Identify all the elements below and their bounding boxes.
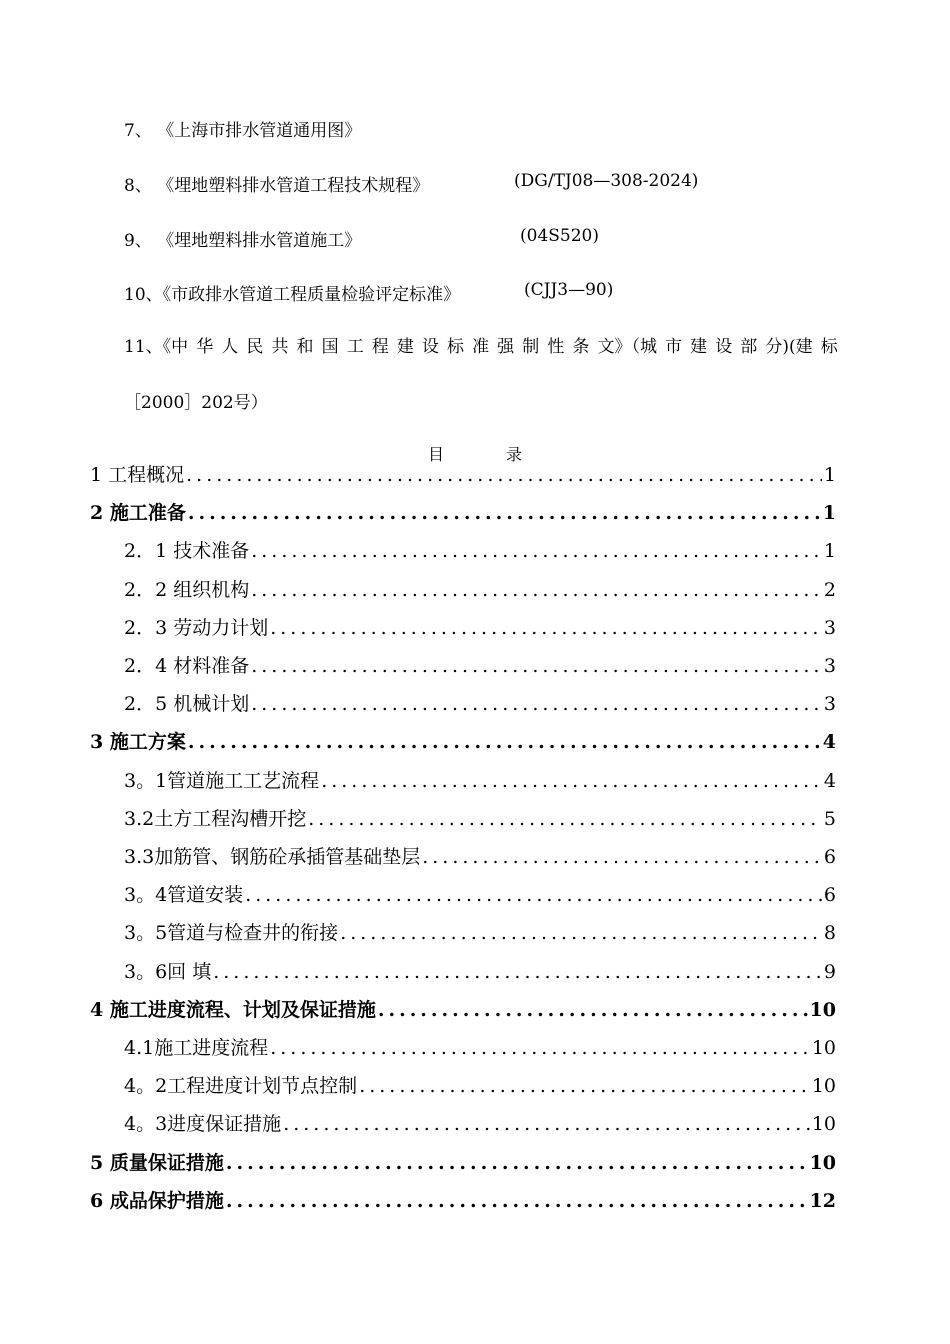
toc-heading-right: 录 — [506, 445, 523, 464]
toc-entry-label: 3。5管道与检查井的衔接 — [124, 922, 339, 944]
reference-7 — [124, 116, 361, 141]
toc-leader-dots — [213, 957, 822, 987]
toc-entry-label: 3 施工方案 — [90, 731, 186, 753]
reference-11-char: 部 — [740, 337, 758, 357]
toc-entry-label: 4 施工进度流程、计划及保证措施 — [90, 999, 376, 1021]
toc-leader-dots — [422, 842, 822, 872]
reference-11-char: 共 — [271, 337, 289, 357]
toc-entry-label: 3.2土方工程沟槽开挖 — [124, 808, 307, 830]
toc-leader-dots — [378, 995, 808, 1025]
toc-leader-dots — [340, 918, 822, 948]
toc-entry-label: 6 成品保护措施 — [90, 1190, 224, 1212]
reference-11-char: 工 — [346, 337, 364, 357]
reference-code: (DG/TJ08—308-2024) — [514, 171, 699, 191]
reference-11-char: 建 — [396, 337, 414, 357]
reference-8 — [124, 171, 699, 196]
toc-entry-page: 5 — [823, 808, 836, 830]
toc-entry-page: 10 — [809, 999, 836, 1021]
toc-leader-dots — [251, 575, 822, 605]
toc-entry[interactable] — [124, 689, 836, 719]
reference-label: 10、《市政排水管道工程质量检验评定标准》 — [124, 285, 461, 305]
toc-entry-page: 3 — [823, 693, 836, 715]
toc-leader-dots — [359, 1071, 810, 1101]
reference-11-char: 标 — [820, 337, 838, 357]
toc-entry-page: 2 — [823, 579, 836, 601]
toc-leader-dots — [270, 1033, 810, 1063]
reference-code: (CJJ3—90) — [524, 280, 614, 300]
toc-leader-dots — [251, 536, 822, 566]
toc-entry-page: 3 — [823, 617, 836, 639]
toc-leader-dots — [321, 766, 822, 796]
toc-heading-left: 目 — [427, 445, 444, 464]
toc-entry[interactable] — [124, 1033, 836, 1063]
reference-11-char: 设 — [715, 337, 733, 357]
toc-entry-label: 2 施工准备 — [90, 502, 186, 524]
toc-entry-label: 3。6回 填 — [124, 961, 212, 983]
reference-11-char: 程 — [371, 337, 389, 357]
reference-11-char: 文》（城 — [597, 337, 657, 357]
reference-11-char: 强 — [497, 337, 515, 357]
toc-entry-label: 1 工程概况 — [90, 464, 185, 486]
toc-leader-dots — [251, 651, 822, 681]
toc-entry-label: 2．4 材料准备 — [124, 655, 250, 677]
toc-entry-page: 1 — [823, 464, 836, 486]
toc-entry-label: 5 质量保证措施 — [90, 1152, 224, 1174]
toc-leader-dots — [188, 498, 821, 528]
toc-entry-page: 10 — [811, 1113, 836, 1135]
toc-entry-page: 4 — [823, 770, 836, 792]
reference-code: (04S520) — [520, 226, 599, 246]
reference-11-char: 条 — [572, 337, 590, 357]
toc-entry-page: 3 — [823, 655, 836, 677]
toc-leader-dots — [270, 613, 822, 643]
reference-label: 9、 《埋地塑料排水管道施工》 — [124, 231, 362, 251]
toc-leader-dots — [226, 1148, 808, 1178]
toc-entry-page: 10 — [811, 1037, 836, 1059]
toc-leader-dots — [308, 804, 822, 834]
reference-11-char: 11、《中 — [124, 337, 189, 357]
toc-entry-label: 3.3加筋管、钢筋砼承插管基础垫层 — [124, 846, 421, 868]
reference-11-char: 设 — [421, 337, 439, 357]
toc-entry[interactable] — [124, 880, 836, 910]
reference-11-continuation: ［2000］202号） — [124, 393, 268, 413]
toc-entry-page: 12 — [809, 1190, 836, 1212]
toc-entry-page: 4 — [822, 731, 836, 753]
toc-entry[interactable] — [124, 957, 836, 987]
reference-11-char: 准 — [472, 337, 490, 357]
reference-11-char: 分)(建 — [765, 337, 813, 357]
toc-entry-label: 2．1 技术准备 — [124, 540, 250, 562]
toc-entry[interactable] — [124, 842, 836, 872]
toc-entry[interactable] — [90, 1148, 836, 1178]
toc-entry[interactable] — [124, 536, 836, 566]
reference-11-char: 建 — [690, 337, 708, 357]
toc-entry-page: 8 — [823, 922, 836, 944]
toc-entry-label: 2．2 组织机构 — [124, 579, 250, 601]
toc-leader-dots — [283, 1109, 810, 1139]
reference-11-char: 华 — [196, 337, 214, 357]
toc-entry-label: 2．3 劳动力计划 — [124, 617, 269, 639]
toc-entry-page: 6 — [823, 846, 836, 868]
toc-entry-page: 10 — [809, 1152, 836, 1174]
toc-entry-label: 3。1管道施工工艺流程 — [124, 770, 320, 792]
reference-11-char: 制 — [522, 337, 540, 357]
reference-11-char: 性 — [547, 337, 565, 357]
reference-9 — [124, 226, 599, 251]
reference-11-char: 和 — [296, 337, 314, 357]
toc-entry[interactable] — [124, 1109, 836, 1139]
toc-entry-page: 6 — [823, 884, 836, 906]
toc-entry[interactable] — [124, 804, 836, 834]
reference-11-char: 民 — [246, 337, 264, 357]
toc-entry[interactable] — [90, 727, 836, 757]
toc-entry[interactable] — [124, 766, 836, 796]
reference-11-char: 人 — [221, 337, 239, 357]
toc-entry-label: 3。4管道安装 — [124, 884, 244, 906]
toc-leader-dots — [226, 1186, 808, 1216]
toc-entry-page: 1 — [822, 502, 836, 524]
reference-10 — [124, 280, 614, 305]
toc-leader-dots — [245, 880, 822, 910]
toc-leader-dots — [186, 460, 822, 490]
toc-entry[interactable] — [124, 613, 836, 643]
toc-entry[interactable] — [90, 995, 836, 1025]
toc-entry[interactable] — [124, 651, 836, 681]
toc-entry[interactable] — [124, 575, 836, 605]
toc-leader-dots — [188, 727, 821, 757]
reference-11-char: 市 — [665, 337, 683, 357]
reference-label: 7、 《上海市排水管道通用图》 — [124, 121, 362, 141]
toc-entry-label: 4。3进度保证措施 — [124, 1113, 282, 1135]
reference-11-char: 国 — [321, 337, 339, 357]
toc-entry-label: 2．5 机械计划 — [124, 693, 250, 715]
toc-entry-label: 4.1施工进度流程 — [124, 1037, 269, 1059]
toc-entry[interactable] — [90, 1186, 836, 1216]
toc-entry-page: 10 — [811, 1075, 836, 1097]
toc-entry[interactable] — [90, 498, 836, 528]
toc-entry[interactable] — [124, 1071, 836, 1101]
toc-entry-page: 1 — [823, 540, 836, 562]
toc-leader-dots — [251, 689, 822, 719]
toc-entry-label: 4。2工程进度计划节点控制 — [124, 1075, 358, 1097]
toc-entry-page: 9 — [823, 961, 836, 983]
toc-entry[interactable] — [124, 918, 836, 948]
reference-11-char: 标 — [447, 337, 464, 357]
toc-entry[interactable] — [90, 460, 836, 490]
reference-label: 8、 《埋地塑料排水管道工程技术规程》 — [124, 176, 430, 196]
reference-11 — [124, 332, 838, 357]
